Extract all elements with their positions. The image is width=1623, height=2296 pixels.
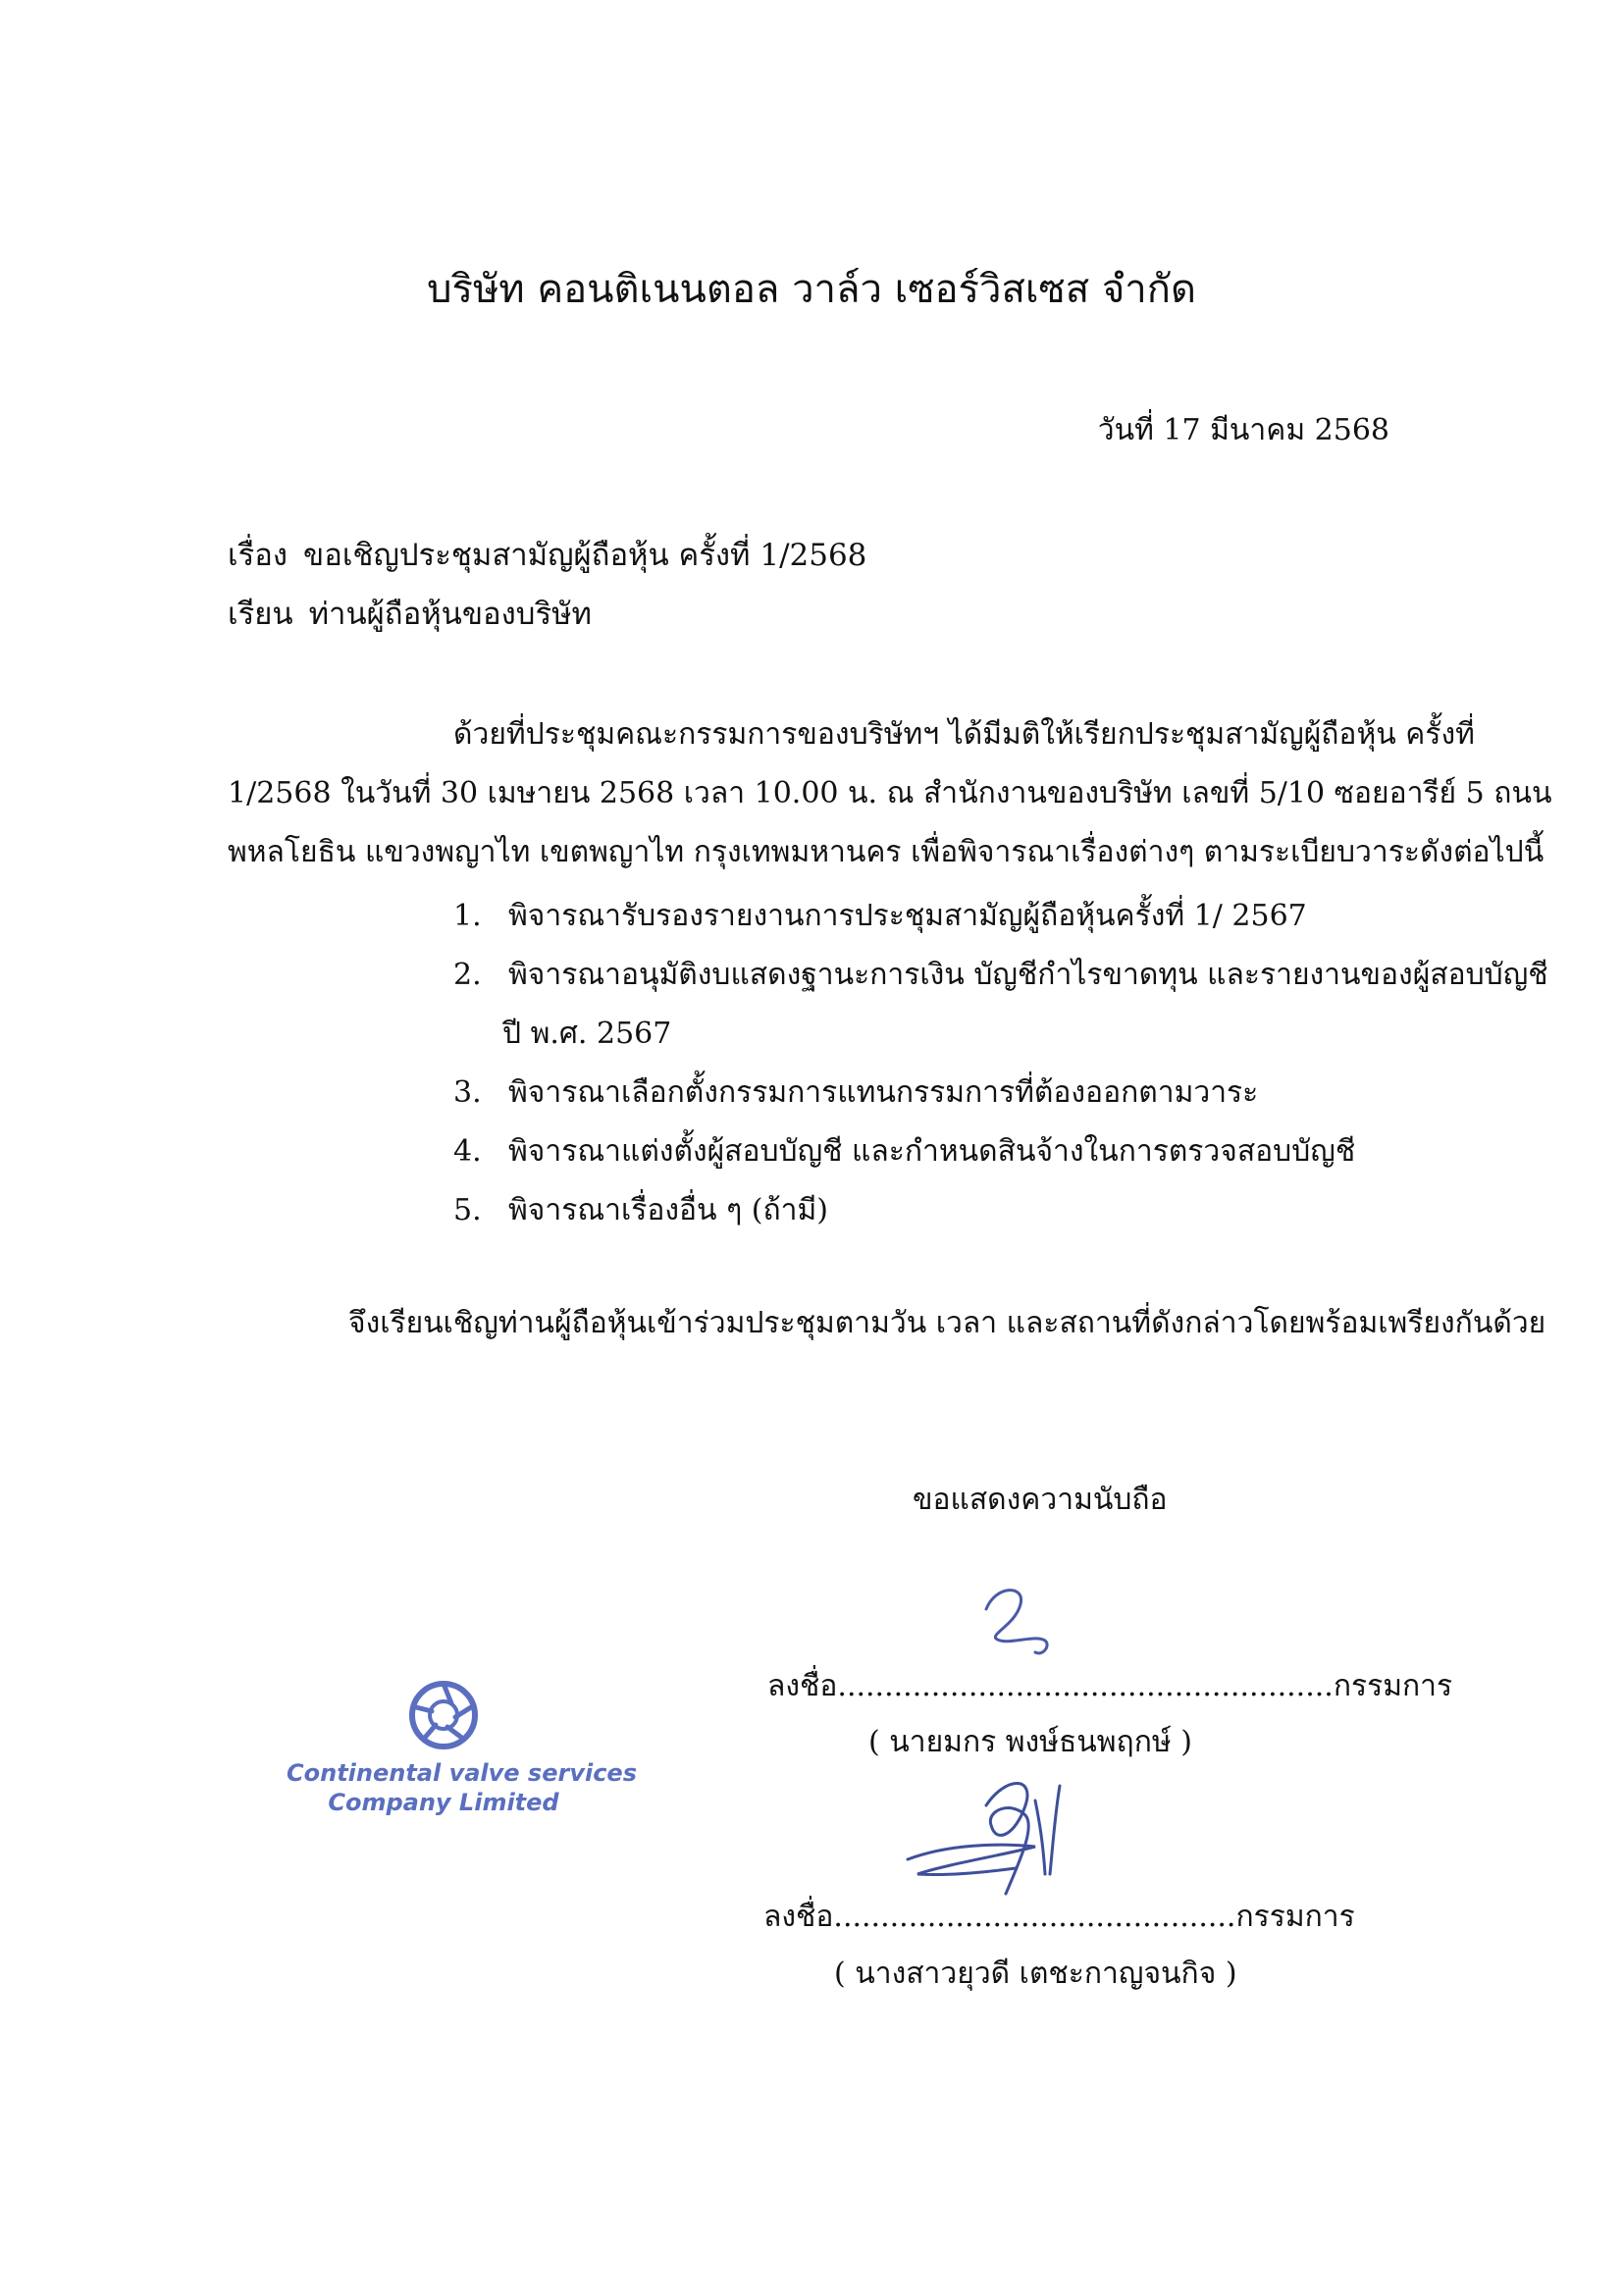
recipient-text: ท่านผู้ถือหุ้นของบริษัท (308, 597, 592, 632)
agenda-text: พิจารณาแต่งตั้งผู้สอบบัญชี และกำหนดสินจ้างในการตรวจสอบบัญชี (508, 1134, 1356, 1169)
signatory-name-1: ( นายมกร พงษ์ธนพฤกษ์ ) (868, 1725, 1192, 1759)
agenda-text: พิจารณาอนุมัติงบแสดงฐานะการเงิน บัญชีกำไรขาดทุน และรายงานของผู้สอบบัญชี (508, 958, 1548, 992)
agenda-text: พิจารณาเรื่องอื่น ๆ (ถ้ามี) (508, 1193, 828, 1227)
agenda-text: พิจารณารับรองรายงานการประชุมสามัญผู้ถือหุ้นครั้งที่ 1/ 2567 (508, 899, 1307, 933)
body-line-3: พหลโยธิน แขวงพญาไท เขตพญาไท กรุงเทพมหานคร เพื่อพิจารณาเรื่องต่างๆ ตามระเบียบวาระดังต่อไปนี้ (228, 835, 1544, 869)
stamp-company-name-line-2: Company Limited (328, 1789, 559, 1816)
agenda-num: 2. (453, 958, 482, 992)
signature-line-1: ลงชื่อ.....................................................กรรมการ (767, 1669, 1453, 1703)
recipient-line (228, 589, 592, 638)
agenda-item-5 (453, 1187, 828, 1233)
body-line-2: 1/2568 ในวันที่ 30 เมษายน 2568 เวลา 10.00 น. ณ สำนักงานของบริษัท เลขที่ 5/10 ซอยอารีย์ 5 ถนน (228, 776, 1552, 810)
company-stamp (287, 1680, 637, 1817)
closing-sentence: จึงเรียนเชิญท่านผู้ถือหุ้นเข้าร่วมประชุมตามวัน เวลา และสถานที่ดังกล่าวโดยพร้อมเพรียงกันด้วย (348, 1306, 1546, 1340)
agenda-num: 4. (453, 1134, 482, 1169)
body-line-1: ด้วยที่ประชุมคณะกรรมการของบริษัทฯ ได้มีมติให้เรียกประชุมสามัญผู้ถือหุ้น ครั้งที่ (453, 717, 1475, 752)
agenda-item-3 (453, 1070, 1258, 1116)
regards-text: ขอแสดงความนับถือ (913, 1483, 1168, 1517)
signature-2-icon (888, 1766, 1143, 1913)
signatory-name-2: ( นางสาวยุวดี เตชะกาญจนกิจ ) (834, 1957, 1237, 1991)
recipient-label: เรียน (228, 597, 293, 632)
agenda-item-2-continued: ปี พ.ศ. 2567 (502, 1017, 672, 1051)
agenda-item-2 (453, 952, 1548, 998)
subject-line (228, 530, 866, 579)
agenda-text: พิจารณาเลือกตั้งกรรมการแทนกรรมการที่ต้องออกตามวาระ (508, 1075, 1259, 1110)
agenda-item-4 (453, 1128, 1355, 1174)
signature-line-2: ลงชื่อ...........................................กรรมการ (763, 1900, 1355, 1934)
agenda-num: 5. (453, 1193, 482, 1227)
signature-1-icon (967, 1580, 1074, 1668)
agenda-num: 1. (453, 899, 482, 933)
letter-date: วันที่ 17 มีนาคม 2568 (1097, 413, 1389, 447)
company-title: บริษัท คอนติเนนตอล วาล์ว เซอร์วิสเซส จำกัด (427, 267, 1196, 312)
stamp-company-name-line-1: Continental valve services (287, 1759, 637, 1787)
agenda-item-1 (453, 893, 1307, 939)
subject-label: เรื่อง (228, 538, 288, 573)
subject-text: ขอเชิญประชุมสามัญผู้ถือหุ้น ครั้งที่ 1/2568 (303, 538, 867, 573)
aperture-logo-icon (408, 1680, 479, 1750)
agenda-num: 3. (453, 1075, 482, 1110)
